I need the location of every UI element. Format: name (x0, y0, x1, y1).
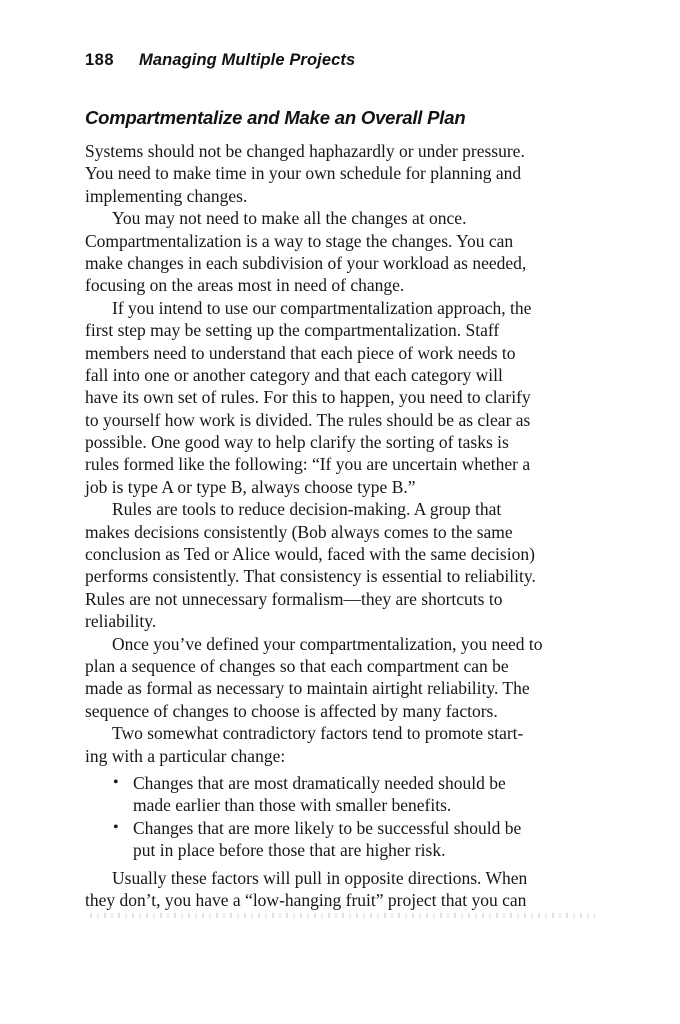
body-text (85, 140, 615, 911)
text-line: You need to make time in your own schedule for planning and (85, 163, 522, 184)
text-line: implementing changes. (85, 185, 248, 206)
text-line: Systems should not be changed haphazardly or under pressure. (85, 141, 525, 161)
bullet-line-text: put in place before those that are higher risk. (133, 840, 446, 861)
scan-artifact-cropped-line (90, 913, 595, 918)
bullet-text-line (85, 839, 615, 861)
bullet-list (85, 772, 615, 862)
running-header (85, 51, 355, 70)
text-line: Rules are tools to reduce decision-making. A group that (112, 499, 502, 520)
bullet-icon: • (113, 818, 119, 836)
text-line: rules formed like the following: “If you are uncertain whether a (85, 454, 531, 475)
text-line: have its own set of rules. For this to happen, you need to clarify (85, 387, 531, 408)
book-title: Managing Multiple Projects (139, 51, 356, 69)
bullet-line-text: Changes that are more likely to be successful should be (133, 817, 522, 838)
text-line: reliability. (85, 611, 157, 632)
text-line: makes decisions consistently (Bob always comes to the same (85, 521, 513, 542)
text-line: make changes in each subdivision of your workload as needed, (85, 252, 527, 273)
text-line: members need to understand that each piece of work needs to (85, 342, 516, 363)
bullet-text-line (85, 794, 615, 816)
bullet-text-line (85, 817, 615, 839)
text-line: fall into one or another category and that each category will (85, 364, 503, 385)
text-line: conclusion as Ted or Alice would, faced with the same decision) (85, 544, 535, 565)
text-line: performs consistently. That consistency is essential to reliability. (85, 566, 536, 587)
bullet-text-line (85, 772, 615, 794)
text-line: they don’t, you have a “low-hanging fruit” project that you can (85, 889, 527, 910)
text-line: ing with a particular change: (85, 745, 286, 766)
text-line: Two somewhat contradictory factors tend to promote start- (112, 723, 524, 744)
text-line: first step may be setting up the compartmentalization. Staff (85, 320, 500, 341)
text-line: You may not need to make all the changes at once. (112, 208, 467, 229)
text-line: sequence of changes to choose is affected by many factors. (85, 700, 498, 721)
text-line: Rules are not unnecessary formalism—they are shortcuts to (85, 588, 503, 609)
text-line: possible. One good way to help clarify the sorting of tasks is (85, 432, 509, 453)
section-heading: Compartmentalize and Make an Overall Plan (85, 107, 466, 128)
text-line: Once you’ve defined your compartmentalization, you need to (112, 633, 543, 654)
bullet-line-text: made earlier than those with smaller benefits. (133, 795, 452, 816)
text-line: to yourself how work is divided. The rules should be as clear as (85, 409, 531, 430)
text-line: made as formal as necessary to maintain airtight reliability. The (85, 678, 530, 699)
text-line: focusing on the areas most in need of change. (85, 275, 405, 296)
page-number: 188 (85, 51, 115, 69)
bullet-line-text: Changes that are most dramatically needed should be (133, 772, 506, 793)
text-line: job is type A or type B, always choose type B.” (85, 476, 416, 497)
bullet-icon: • (113, 773, 119, 791)
text-line: If you intend to use our compartmentalization approach, the (112, 297, 532, 318)
text-line: plan a sequence of changes so that each compartment can be (85, 655, 509, 676)
text-line: Usually these factors will pull in opposite directions. When (112, 867, 528, 888)
text-line: Compartmentalization is a way to stage the changes. You can (85, 230, 514, 251)
